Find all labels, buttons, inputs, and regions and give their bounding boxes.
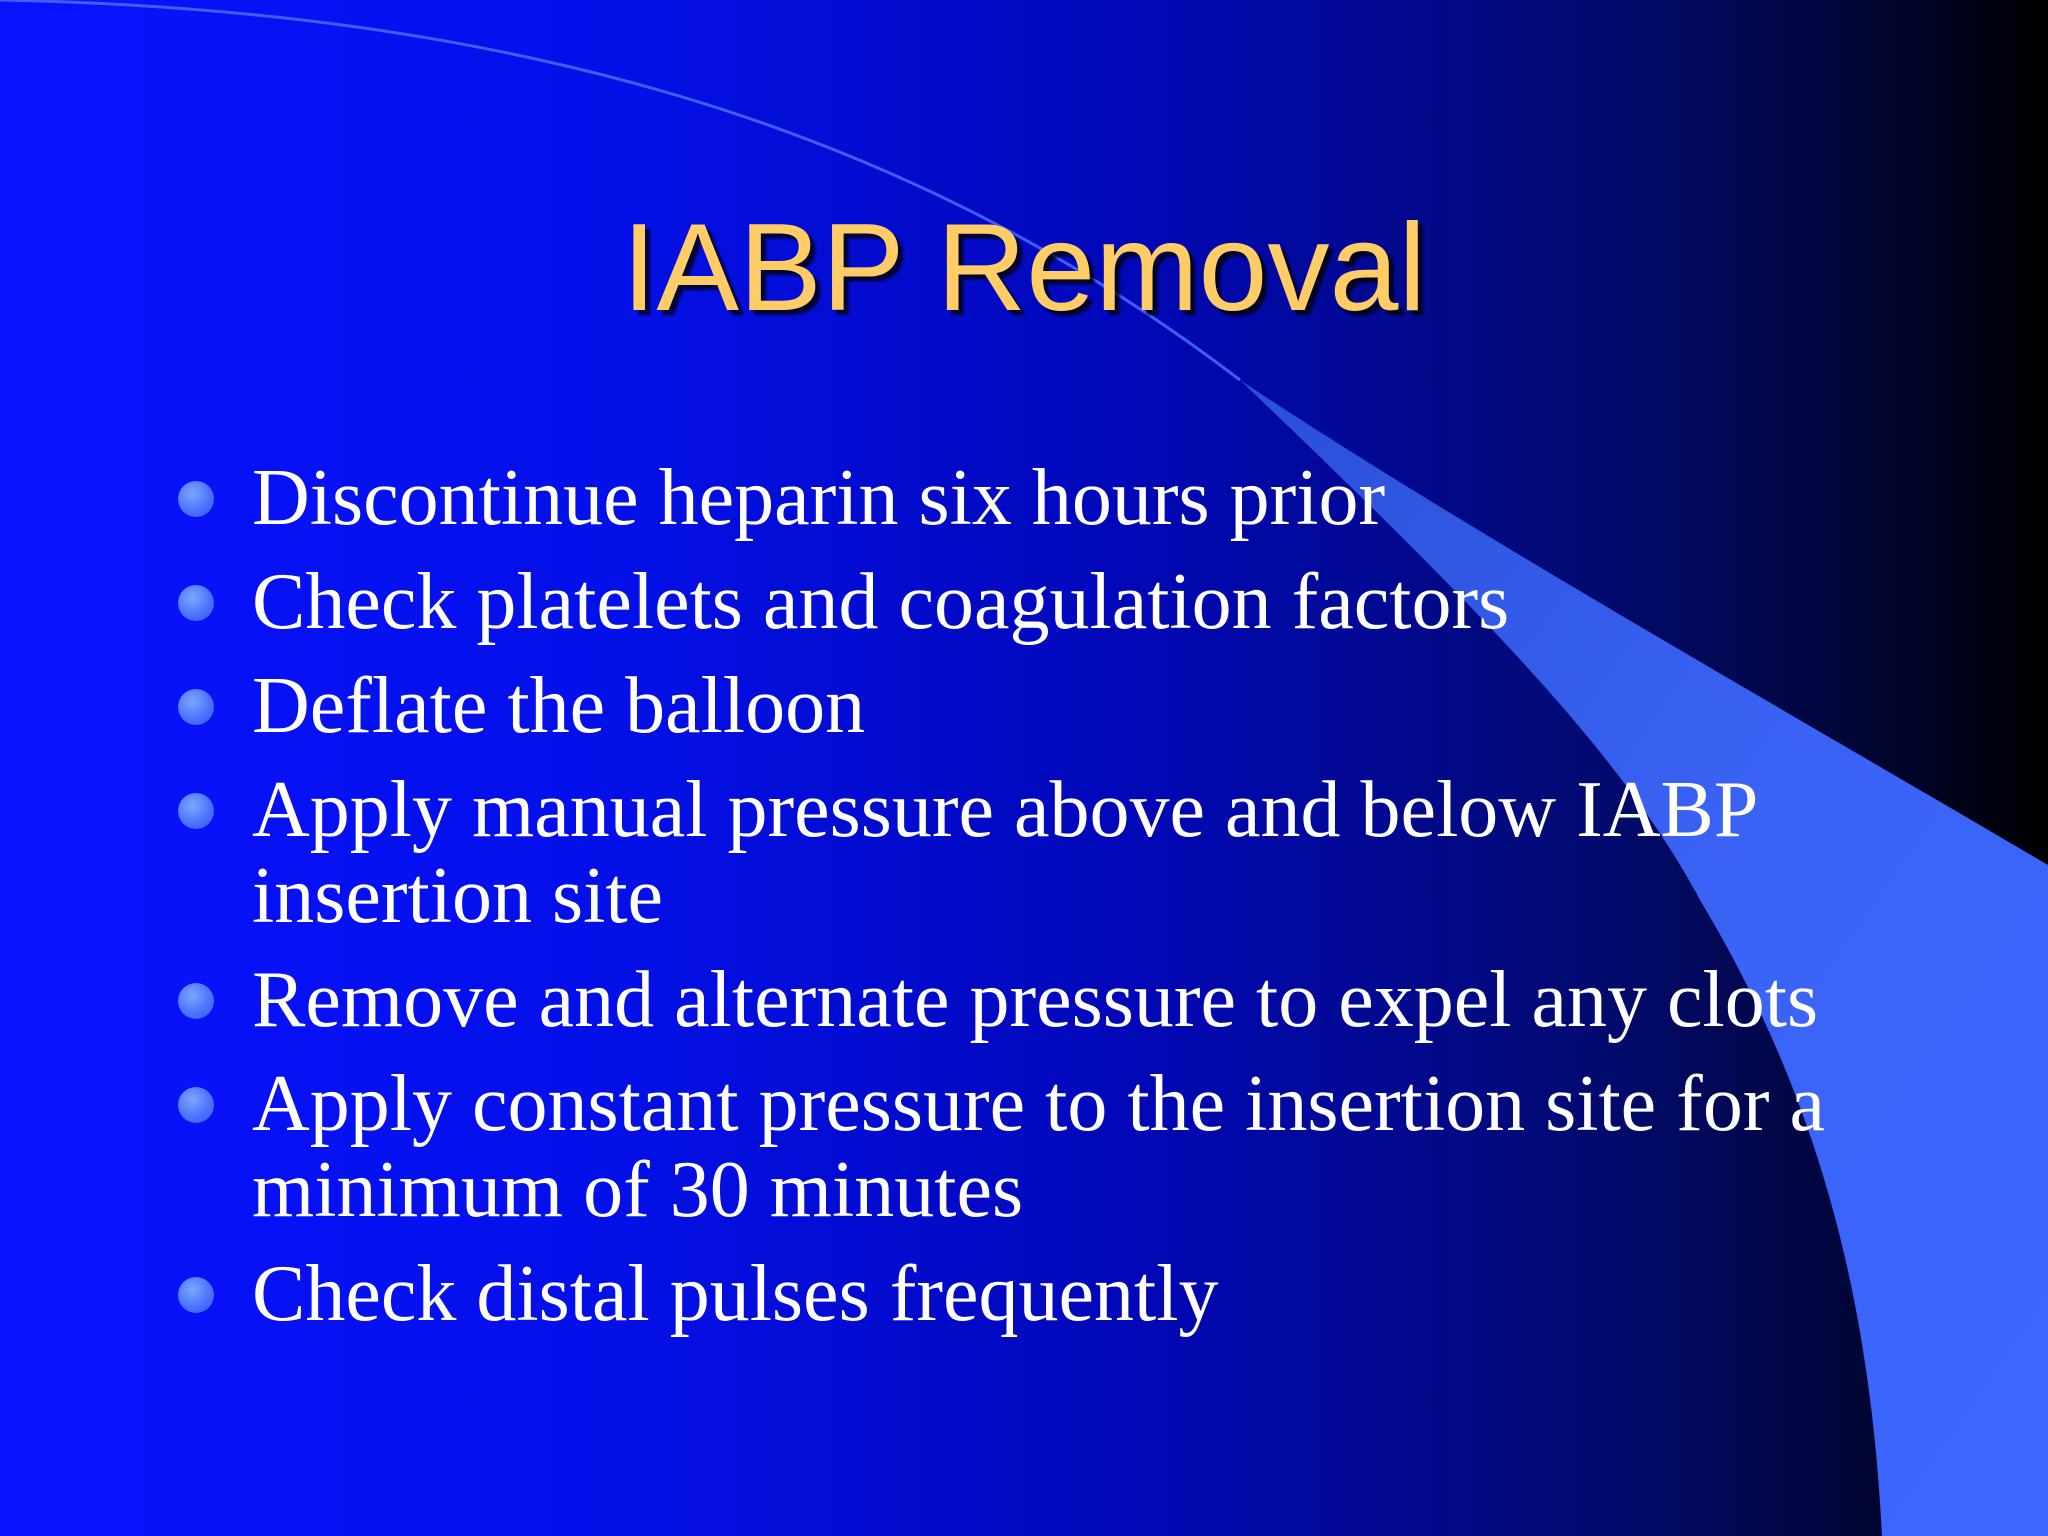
bullet-text: Remove and alternate pressure to expel any clots <box>252 956 1819 1044</box>
bullet-icon <box>178 1087 214 1123</box>
bullet-item <box>178 559 1878 645</box>
bullet-text-continuation: minimum of 30 minutes <box>252 1146 1024 1234</box>
bullet-item <box>178 957 1878 1043</box>
bullet-item <box>178 663 1878 749</box>
bullet-item <box>178 1251 1878 1337</box>
bullet-text: Check distal pulses frequently <box>252 1250 1219 1338</box>
bullet-item <box>178 767 1878 939</box>
bullet-text: Deflate the balloon <box>252 662 866 750</box>
bullet-item <box>178 455 1878 541</box>
bullet-item <box>178 1061 1878 1233</box>
bullet-icon <box>178 689 214 725</box>
bullet-text: Check platelets and coagulation factors <box>252 558 1510 646</box>
bullet-text: Apply constant pressure to the insertion site for a <box>252 1060 1825 1148</box>
bullet-text-continuation: insertion site <box>252 852 664 940</box>
slide-title: IABP Removal <box>621 199 1427 337</box>
bullet-list <box>178 455 1878 1355</box>
bullet-icon <box>178 481 214 517</box>
bullet-text: Discontinue heparin six hours prior <box>252 454 1386 542</box>
bullet-icon <box>178 585 214 621</box>
bullet-text: Apply manual pressure above and below IABP <box>252 766 1759 854</box>
bullet-icon <box>178 793 214 829</box>
bullet-icon <box>178 1277 214 1313</box>
bullet-icon <box>178 983 214 1019</box>
